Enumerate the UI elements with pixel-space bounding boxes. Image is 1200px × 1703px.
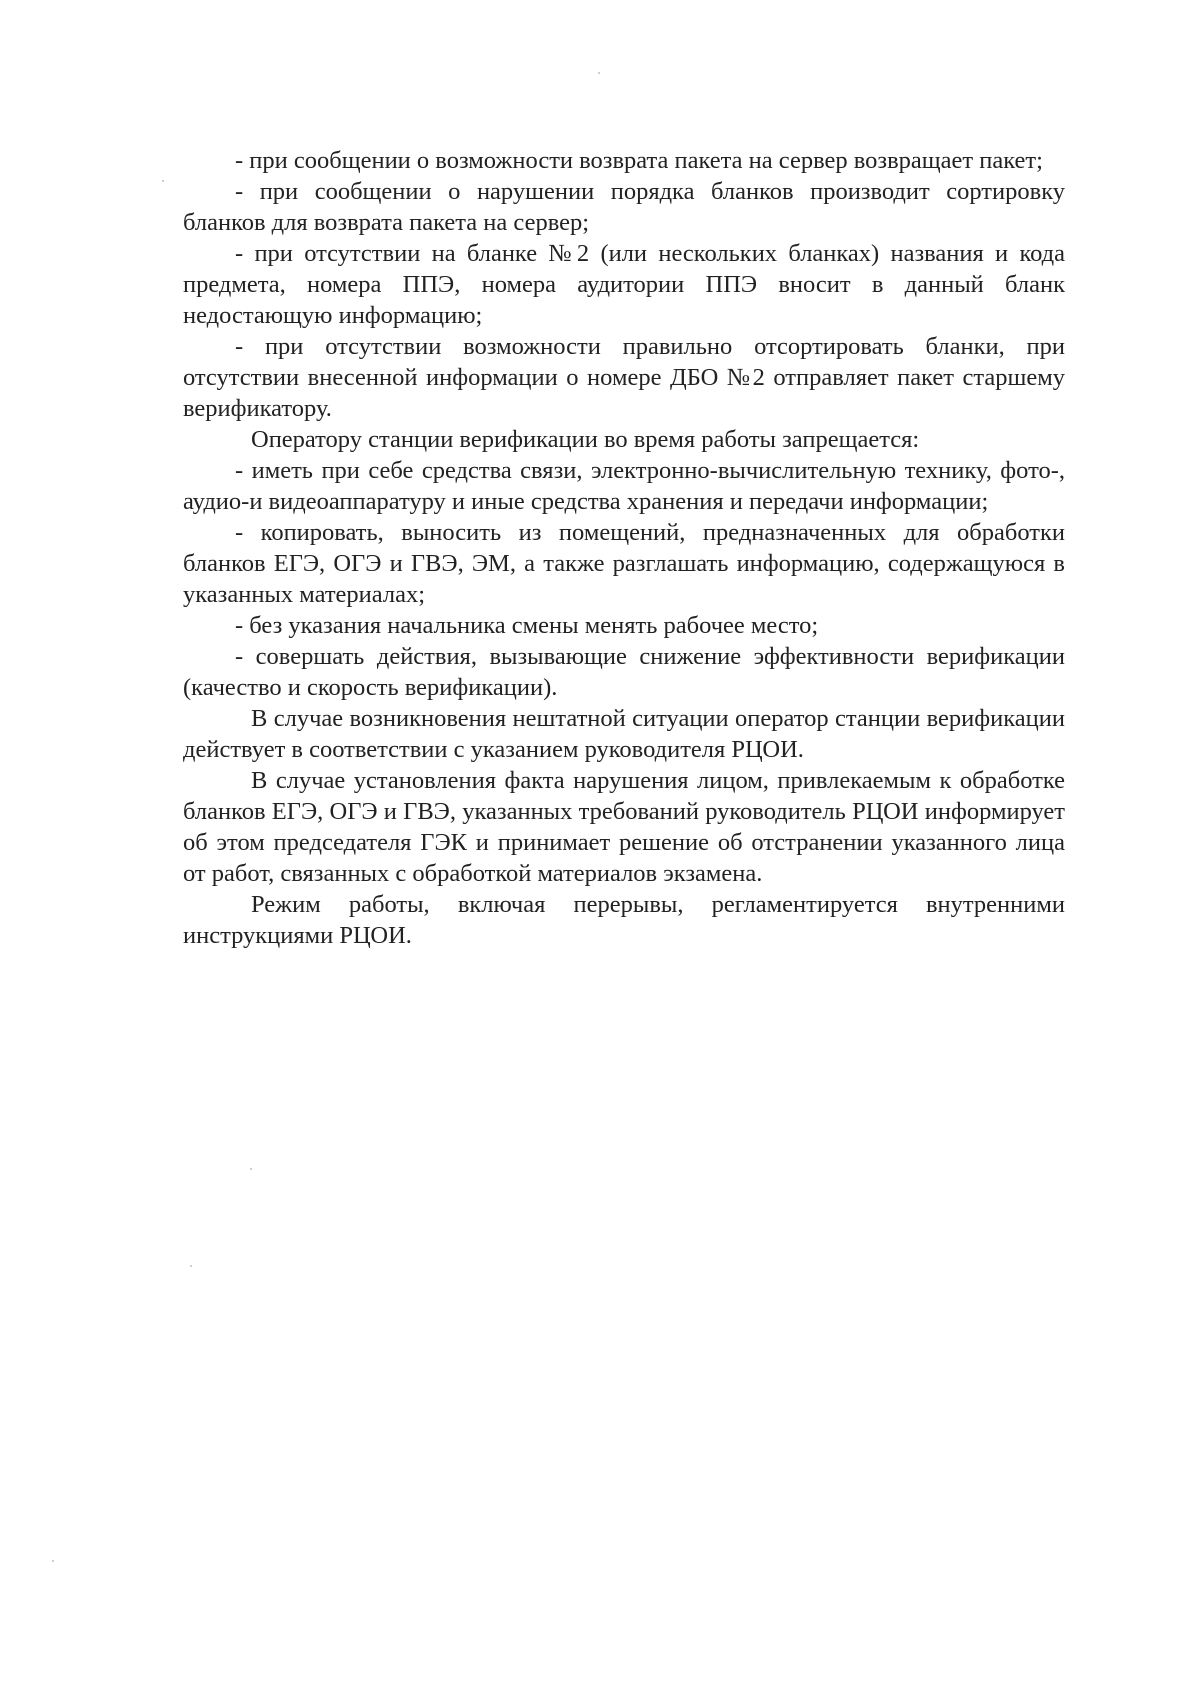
scan-speck <box>190 1265 192 1267</box>
paragraph-prohibit-workplace: - без указания начальника смены менять рабочее место; <box>235 612 819 639</box>
scan-speck <box>162 180 164 182</box>
scan-speck <box>250 1168 252 1170</box>
paragraph-prohibit-devices: - иметь при себе средства связи, электронно-вычислительную технику, фото-, аудио-и видеоаппаратуру и иные средства хранения и передачи информации; <box>183 457 1065 515</box>
paragraph-emergency: В случае возникновения нештатной ситуации оператор станции верификации действует в соответствии с указанием руководителя РЦОИ. <box>183 705 1065 763</box>
scan-speck <box>52 1560 54 1562</box>
paragraph-work-schedule: Режим работы, включая перерывы, регламентируется внутренними инструкциями РЦОИ. <box>183 891 1065 949</box>
paragraph-sort-forms: - при сообщении о нарушении порядка бланков производит сортировку бланков для возврата пакета на сервер; <box>183 178 1065 236</box>
paragraph-prohibit-efficiency: - совершать действия, вызывающие снижение эффективности верификации (качество и скорость верификации). <box>183 643 1065 701</box>
paragraph-violation: В случае установления факта нарушения лицом, привлекаемым к обработке бланков ЕГЭ, ОГЭ и ГВЭ, указанных требований руководитель РЦОИ информирует об этом председателя ГЭК и принимает решение об отстранении указанного лица от работ, связанных с обработкой материалов экзамена. <box>183 767 1065 887</box>
scan-speck <box>598 72 600 74</box>
paragraph-send-to-senior: - при отсутствии возможности правильно отсортировать бланки, при отсутствии внесенной информации о номере ДБО №2 отправляет пакет старшему верификатору. <box>183 333 1065 422</box>
paragraph-prohibitions-lead: Оператору станции верификации во время работы запрещается: <box>251 426 920 453</box>
paragraph-prohibit-copying: - копировать, выносить из помещений, предназначенных для обработки бланков ЕГЭ, ОГЭ и ГВЭ, ЭМ, а также разглашать информацию, содержащуюся в указанных материалах; <box>183 519 1065 608</box>
paragraph-missing-info: - при отсутствии на бланке №2 (или нескольких бланках) названия и кода предмета, номера ППЭ, номера аудитории ППЭ вносит в данный бланк недостающую информацию; <box>183 240 1065 329</box>
document-body <box>183 145 1065 951</box>
paragraph-return-packet: - при сообщении о возможности возврата пакета на сервер возвращает пакет; <box>235 147 1043 174</box>
